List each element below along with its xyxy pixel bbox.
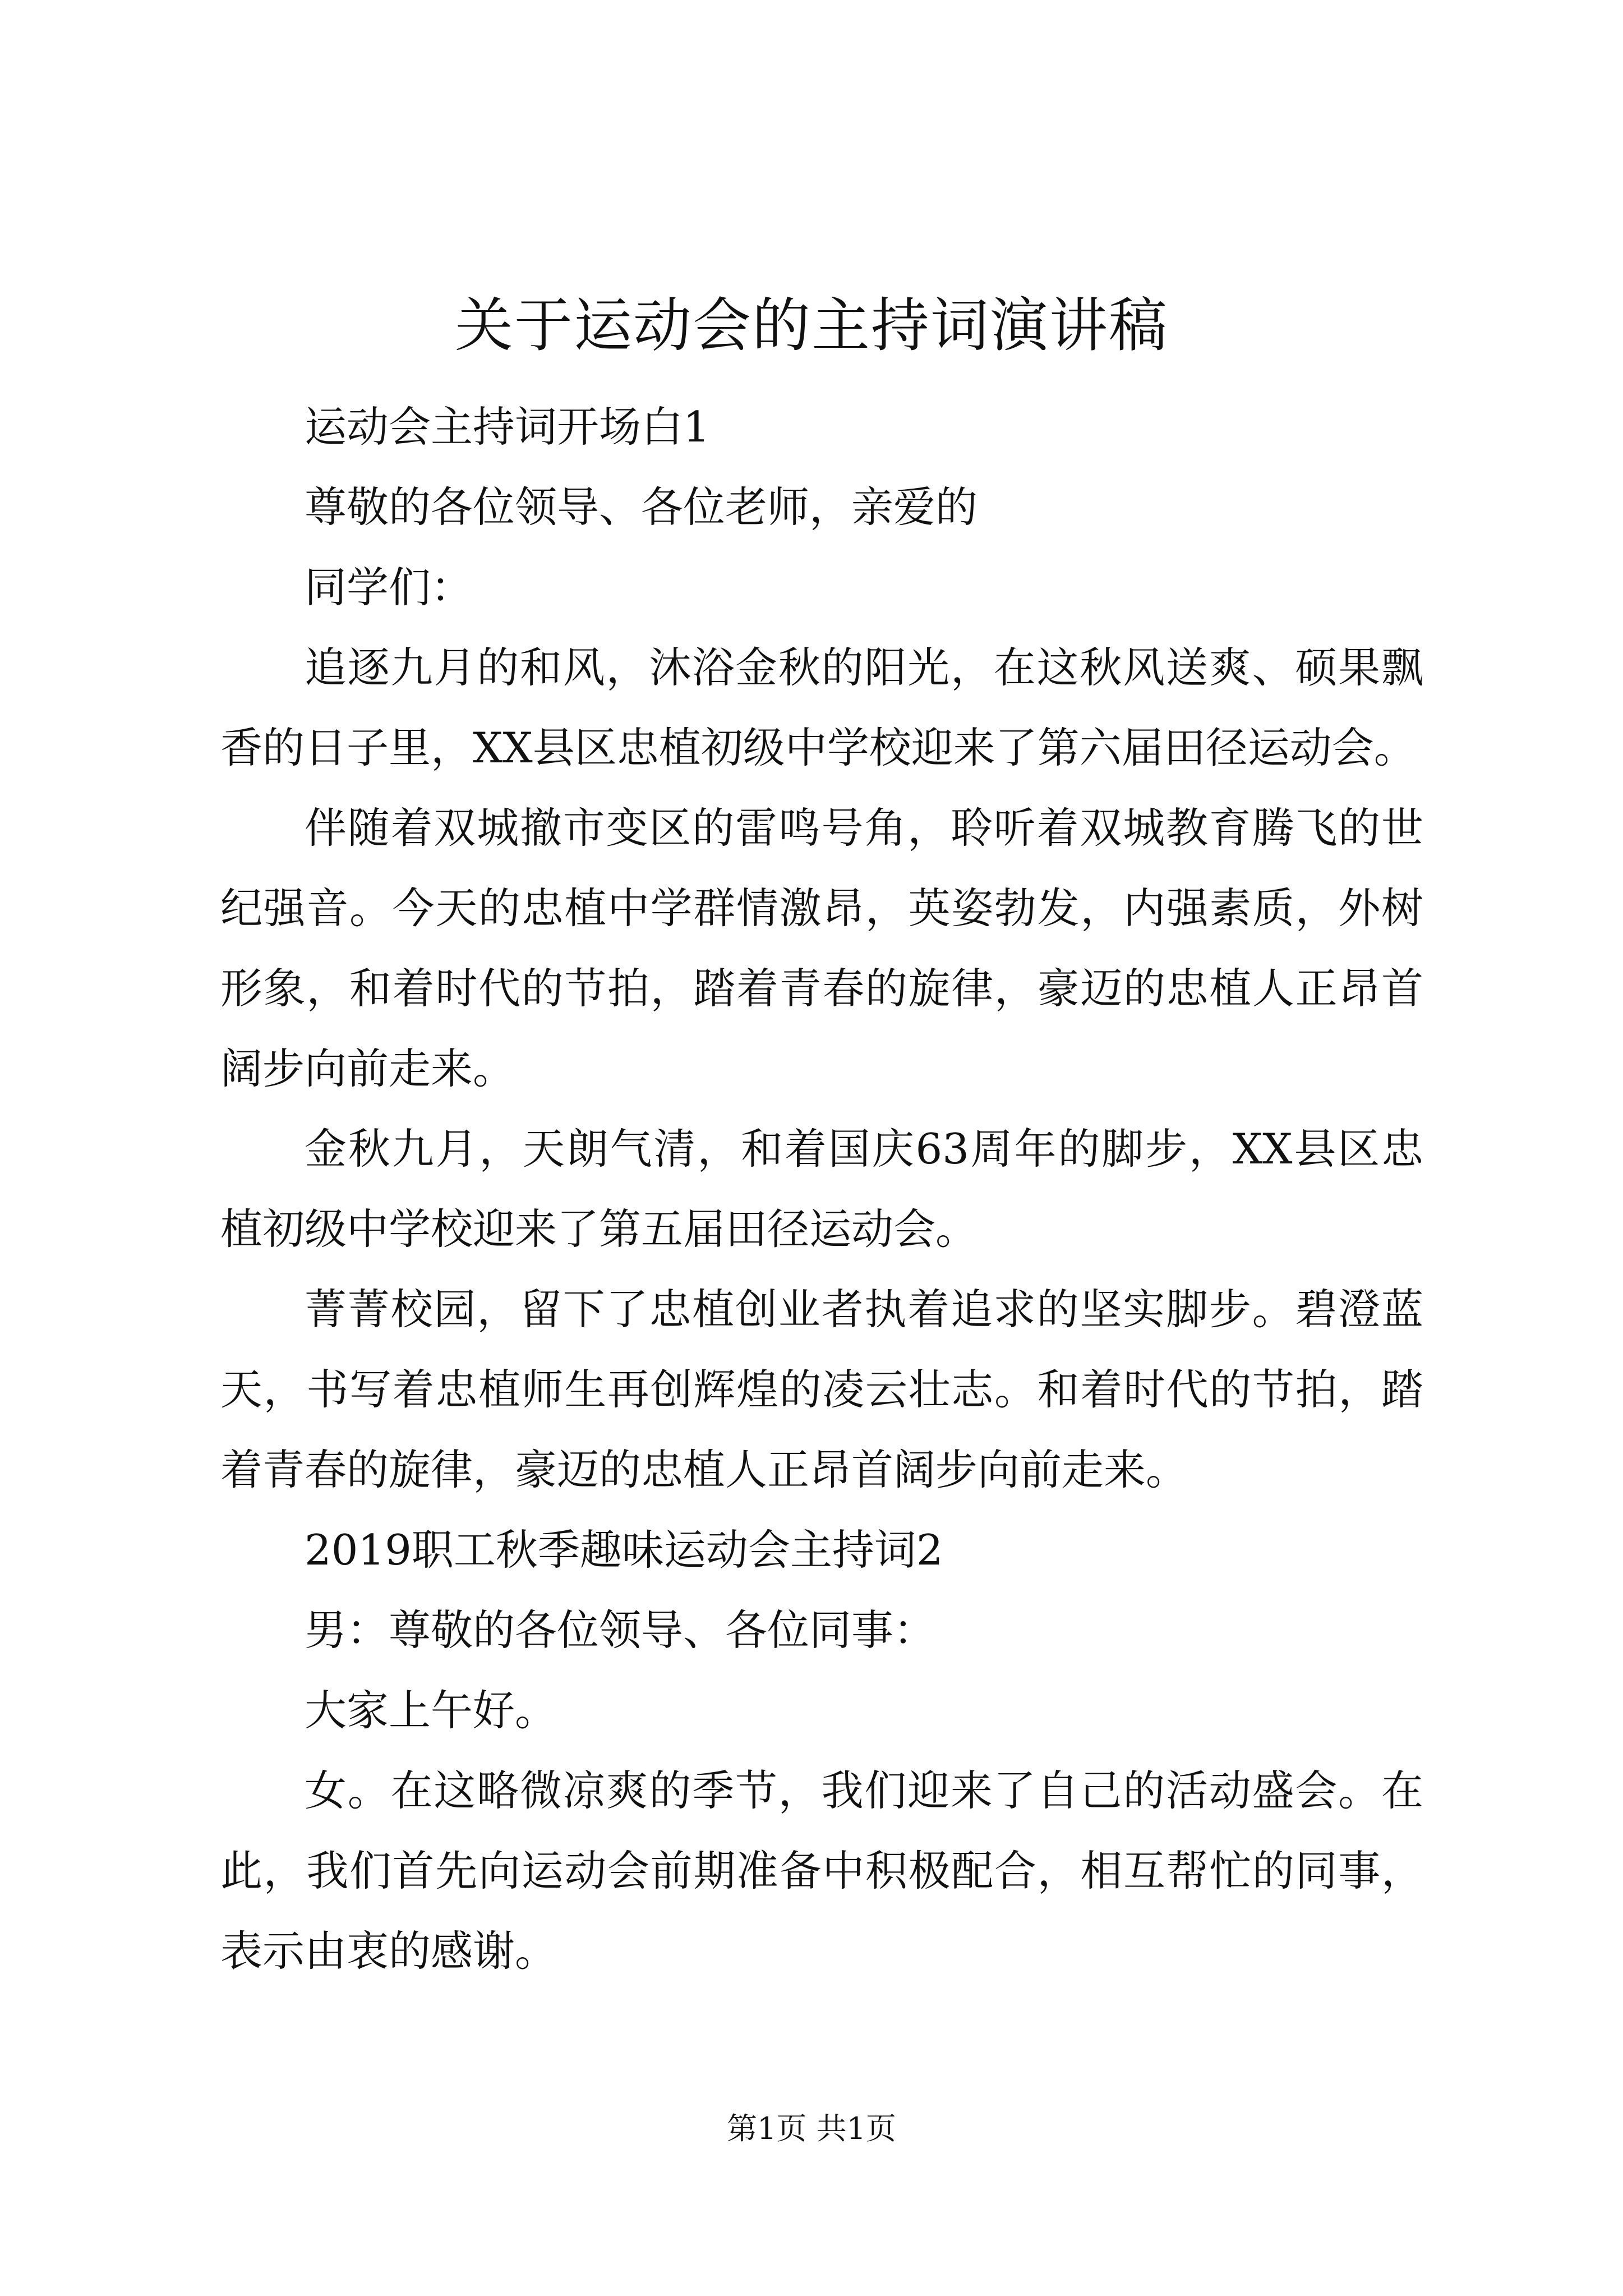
paragraph: 同学们： xyxy=(305,563,473,612)
document-body xyxy=(220,387,1423,1991)
paragraph: 大家上午好。 xyxy=(305,1686,557,1735)
paragraph: 菁菁校园，留下了忠植创业者执着追求的坚实脚步。碧澄蓝天，书写着忠植师生再创辉煌的凌云壮志。和着时代的节拍，踏着青春的旋律，豪迈的忠植人正昂首阔步向前走来。 xyxy=(220,1285,1423,1494)
document-title: 关于运动会的主持词演讲稿 xyxy=(454,291,1168,360)
page-footer: 第1页 共1页 xyxy=(727,2111,896,2146)
paragraph: 2019职工秋季趣味运动会主持词2 xyxy=(305,1525,943,1575)
paragraph: 尊敬的各位领导、各位老师，亲爱的 xyxy=(305,482,978,532)
paragraph: 运动会主持词开场白1 xyxy=(305,402,710,452)
paragraph: 男：尊敬的各位领导、各位同事： xyxy=(305,1605,936,1655)
paragraph: 追逐九月的和风，沐浴金秋的阳光，在这秋风送爽、硕果飘香的日子里，XX县区忠植初级中学校迎来了第六届田径运动会。 xyxy=(220,643,1423,772)
paragraph: 伴随着双城撤市变区的雷鸣号角，聆听着双城教育腾飞的世纪强音。今天的忠植中学群情激昂，英姿勃发，内强素质，外树形象，和着时代的节拍，踏着青春的旋律，豪迈的忠植人正昂首阔步向前走来。 xyxy=(220,803,1423,1093)
paragraph: 女。在这略微凉爽的季节，我们迎来了自己的活动盛会。在此，我们首先向运动会前期准备中积极配合，相互帮忙的同事，表示由衷的感谢。 xyxy=(220,1766,1423,1976)
paragraph: 金秋九月，天朗气清，和着国庆63周年的脚步，XX县区忠植初级中学校迎来了第五届田径运动会。 xyxy=(220,1124,1423,1254)
